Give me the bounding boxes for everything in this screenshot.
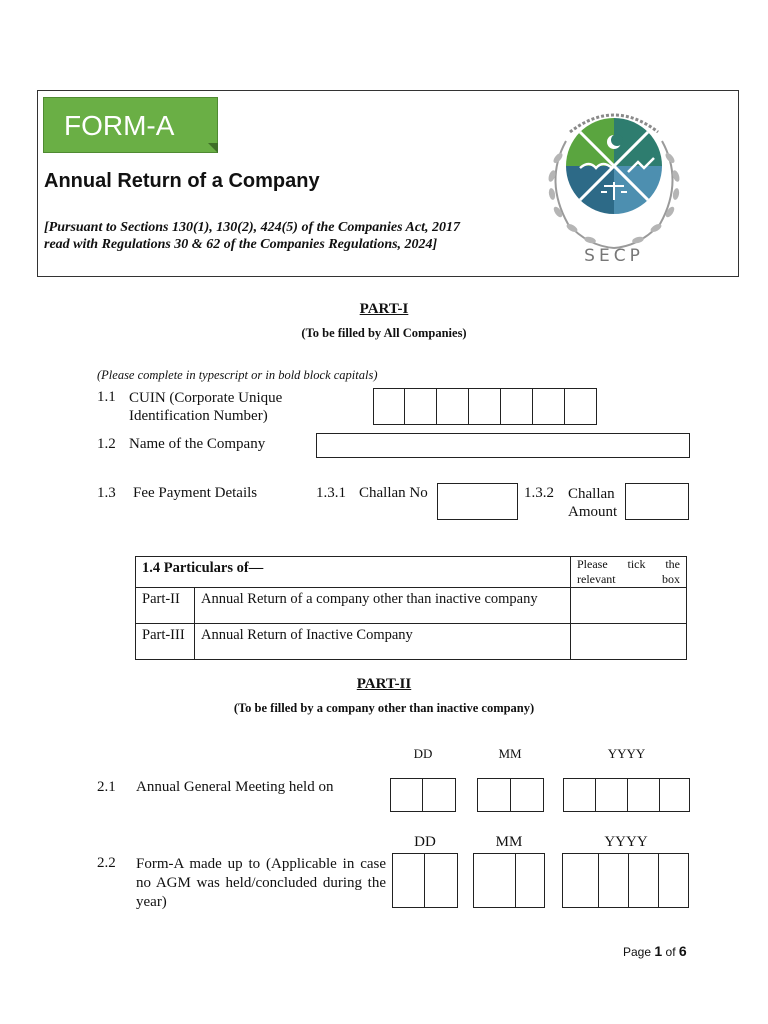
row-description: Annual Return of a company other than inactive company	[195, 588, 571, 624]
madeup-mm-label: MM	[495, 834, 523, 850]
cuin-label	[129, 389, 282, 425]
part2-title: PART-II	[356, 676, 412, 692]
date-digit-box[interactable]	[562, 853, 599, 908]
date-digit-box[interactable]	[390, 778, 423, 812]
part1-title: PART-I	[359, 301, 409, 317]
date-digit-box[interactable]	[627, 778, 660, 812]
secp-logo	[536, 96, 692, 266]
row-description: Annual Return of Inactive Company	[195, 624, 571, 660]
part-ii-tick-box[interactable]	[571, 588, 687, 624]
subtitle-line-1: [Pursuant to Sections 130(1), 130(2), 424(5) of the Companies Act, 2017	[44, 220, 460, 235]
tick-header	[571, 557, 687, 588]
agm-label: Annual General Meeting held on	[136, 779, 334, 795]
challan-amount-input[interactable]	[625, 483, 689, 520]
date-digit-box[interactable]	[515, 853, 545, 908]
date-digit-box[interactable]	[510, 778, 544, 812]
challan-no-number: 1.3.1	[316, 485, 346, 501]
part-iii-tick-box[interactable]	[571, 624, 687, 660]
challan-no-input[interactable]	[437, 483, 518, 520]
cuin-label-line-2: Identification Number)	[129, 408, 268, 424]
company-name-label: Name of the Company	[129, 436, 266, 452]
fee-number: 1.3	[97, 485, 116, 501]
date-digit-box[interactable]	[477, 778, 511, 812]
particulars-table	[135, 556, 687, 660]
date-digit-box[interactable]	[392, 853, 425, 908]
madeup-month-boxes[interactable]	[473, 853, 545, 908]
madeup-day-boxes[interactable]	[392, 853, 458, 908]
date-digit-box[interactable]	[658, 853, 689, 908]
particulars-header: 1.4 Particulars of—	[136, 557, 571, 588]
secp-logo-text: SECP	[584, 246, 644, 266]
row-part: Part-II	[136, 588, 195, 624]
tick-header-text: Please tick the relevant box	[577, 557, 680, 586]
form-subtitle	[44, 219, 484, 253]
agm-dd-label: DD	[413, 746, 433, 761]
page-current: 1	[654, 943, 663, 959]
fill-instructions: (Please complete in typescript or in bold block capitals)	[97, 368, 378, 382]
date-digit-box[interactable]	[473, 853, 516, 908]
date-digit-box[interactable]	[424, 853, 458, 908]
table-row	[136, 588, 687, 624]
agm-yyyy-label: YYYY	[607, 746, 646, 761]
cuin-number: 1.1	[97, 389, 116, 405]
cuin-digit-box[interactable]	[404, 388, 437, 425]
form-badge: FORM-A	[43, 97, 218, 153]
agm-mm-label: MM	[498, 746, 522, 761]
challan-amount-label-line-1: Challan	[568, 486, 615, 502]
cuin-digit-box[interactable]	[436, 388, 469, 425]
company-name-number: 1.2	[97, 436, 116, 452]
part2-subtitle: (To be filled by a company other than inactive company)	[233, 701, 535, 715]
challan-amount-number: 1.3.2	[524, 485, 554, 501]
row-part: Part-III	[136, 624, 195, 660]
madeup-number: 2.2	[97, 855, 116, 871]
agm-number: 2.1	[97, 779, 116, 795]
cuin-input-boxes[interactable]	[373, 388, 597, 425]
madeup-yyyy-label: YYYY	[604, 834, 648, 850]
challan-no-label: Challan No	[359, 485, 428, 501]
badge-fold	[208, 143, 218, 153]
madeup-label-line-3: year)	[136, 894, 167, 910]
cuin-digit-box[interactable]	[373, 388, 405, 425]
fee-label: Fee Payment Details	[133, 485, 258, 501]
date-digit-box[interactable]	[628, 853, 659, 908]
table-row	[136, 624, 687, 660]
madeup-label	[136, 855, 386, 912]
date-digit-box[interactable]	[598, 853, 629, 908]
company-name-input[interactable]	[316, 433, 690, 458]
agm-month-boxes[interactable]	[477, 778, 544, 812]
secp-emblem-icon	[536, 96, 692, 266]
page-of: of	[665, 945, 676, 959]
form-title: Annual Return of a Company	[44, 170, 320, 192]
agm-day-boxes[interactable]	[390, 778, 456, 812]
cuin-digit-box[interactable]	[564, 388, 597, 425]
table-header-row	[136, 557, 687, 588]
cuin-label-line-1: CUIN (Corporate Unique	[129, 390, 283, 406]
date-digit-box[interactable]	[563, 778, 596, 812]
date-digit-box[interactable]	[422, 778, 456, 812]
date-digit-box[interactable]	[595, 778, 628, 812]
challan-amount-label-line-2: Amount	[568, 504, 618, 520]
page-word: Page	[623, 945, 652, 959]
cuin-digit-box[interactable]	[500, 388, 533, 425]
madeup-year-boxes[interactable]	[562, 853, 689, 908]
cuin-digit-box[interactable]	[468, 388, 501, 425]
challan-amount-label	[568, 485, 617, 521]
page-total: 6	[678, 943, 687, 959]
madeup-label-line-1: Form-A made up to (Applicable in case	[136, 856, 386, 872]
part1-subtitle: (To be filled by All Companies)	[301, 326, 467, 340]
madeup-label-line-2: no AGM was held/concluded during the	[136, 875, 386, 891]
subtitle-line-2: read with Regulations 30 & 62 of the Companies Regulations, 2024]	[44, 237, 438, 252]
cuin-digit-box[interactable]	[532, 388, 565, 425]
madeup-dd-label: DD	[414, 834, 436, 850]
date-digit-box[interactable]	[659, 778, 690, 812]
page-number	[623, 943, 687, 959]
agm-year-boxes[interactable]	[563, 778, 690, 812]
